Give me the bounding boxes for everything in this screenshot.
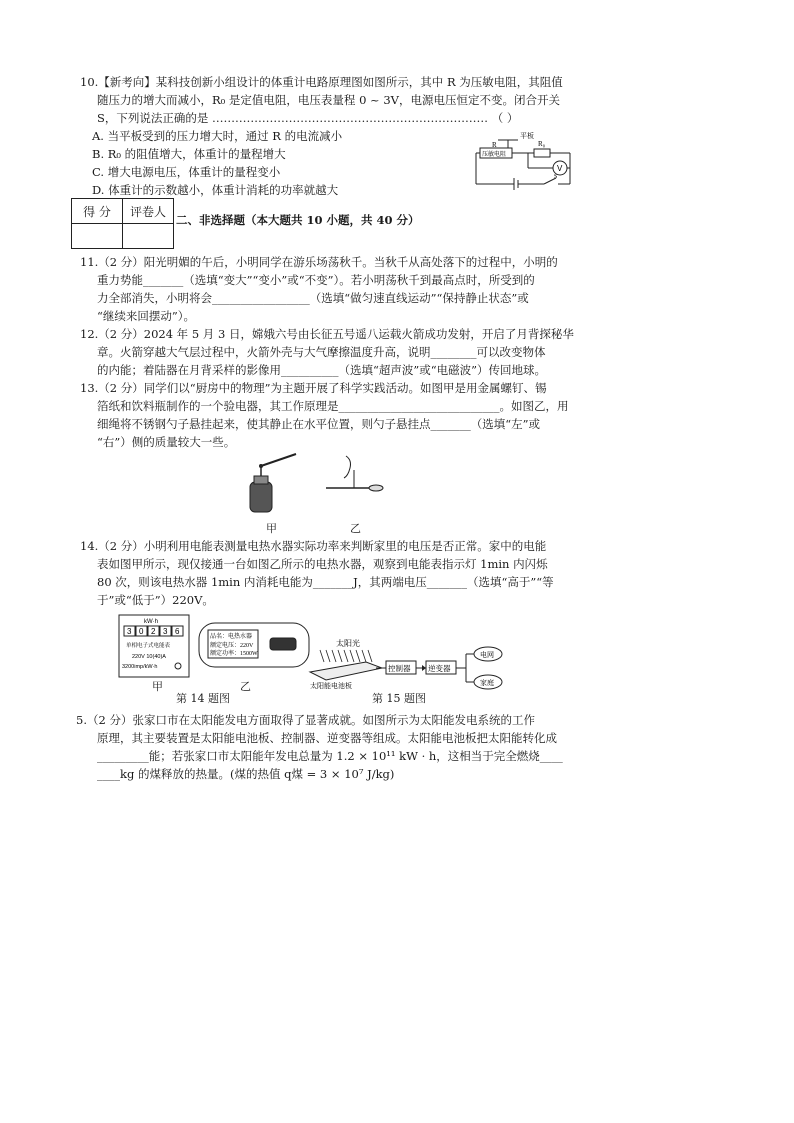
r-label: R [492, 141, 497, 149]
q11-line2: 重力势能_______（选填“变大”“变小”或“不变”）。若小明荡秋千到最高点时，所受到的 [97, 273, 535, 287]
score-cell[interactable] [72, 224, 123, 249]
q13-caption-a: 甲 [266, 522, 277, 535]
q10-line3: S，下列说法正确的是 ……………………………………………………………… （ ） [97, 111, 519, 125]
water-heater-figure [198, 622, 310, 668]
q12-line2: 章。火箭穿越大气层过程中，火箭外壳与大气摩擦温度升高，说明________可以改变物体 [97, 345, 546, 359]
q10-option-b: B. R₀ 的阻值增大，体重计的量程增大 [92, 147, 286, 161]
q10-option-c: C. 增大电源电压，体重计的量程变小 [92, 165, 281, 179]
solar-system-diagram [306, 636, 522, 690]
q12-line3: 的内能；着陆器在月背采样的影像用__________（选填“超声波”或“电磁波”）传回地球。 [97, 363, 547, 377]
switch-label: S [554, 174, 558, 180]
spoon-figure [326, 456, 383, 491]
meter-unit: kW·h [144, 619, 158, 625]
q10-line2: 随压力的增大而减小，R₀ 是定值电阻，电压表量程 0 ~ 3V，电源电压恒定不变。闭合开关 [97, 93, 560, 107]
q13-line1: 13.（2 分）同学们以“厨房中的物理”为主题开展了科学实践活动。如图甲是用金属螺钉、锡 [80, 381, 547, 395]
electroscope-figure [250, 454, 296, 512]
meter-digit-5: 6 [175, 627, 180, 636]
q11-line1: 11.（2 分）阳光明媚的午后，小明同学在游乐场荡秋千。当秋千从高处落下的过程中，小明的 [80, 255, 558, 269]
home-label: 家庭 [480, 679, 494, 687]
indicator-light-icon [175, 663, 181, 669]
q14-line4: 于”或“低于”）220V。 [97, 593, 214, 607]
q13-line4: “右”）侧的质量较大一些。 [97, 435, 236, 449]
q13-caption-b: 乙 [350, 522, 361, 535]
controller-label: 控制器 [388, 664, 411, 673]
meter-imp: 3200imp/kW·h [122, 664, 158, 670]
meter-digit-2: 0 [139, 627, 144, 636]
meter-name: 单相电子式电能表 [126, 643, 171, 649]
q15-figure-caption: 第 15 题图 [372, 692, 426, 705]
meter-digit-4: 3 [163, 627, 168, 636]
grader-header: 评卷人 [123, 199, 174, 224]
q14-figure-caption: 第 14 题图 [176, 692, 230, 705]
q14-caption-b: 乙 [240, 680, 251, 693]
heater-name: 品名：电热水器 [210, 634, 253, 640]
heater-power: 额定功率：1500W [210, 651, 258, 657]
q10-circuit-diagram [474, 128, 580, 192]
q10-line1: 10.【新考向】某科技创新小组设计的体重计电路原理图如图所示，其中 R 为压敏电阻，其阻值 [80, 75, 563, 89]
q10-option-a: A. 当平板受到的压力增大时，通过 R 的电流减小 [92, 129, 343, 143]
panel-label: 太阳能电池板 [310, 682, 352, 690]
meter-digit-3: 2 [151, 627, 156, 636]
r0-label: R₀ [538, 140, 546, 148]
meter-spec: 220V 10(40)A [132, 654, 166, 660]
q11-line3: 力全部消失，小明将会_________________（选填“做匀速直线运动”“保持静止状态”或 [97, 291, 529, 305]
sunlight-label: 太阳光 [336, 639, 360, 648]
heater-voltage: 额定电压：220V [210, 643, 254, 649]
q15-line2: 原理，其主要装置是太阳能电池板、控制器、逆变器等组成。太阳能电池板把太阳能转化成 [97, 731, 557, 745]
energy-meter-figure [118, 614, 190, 678]
q15-line3: _________能；若张家口市太阳能年发电总量为 1.2 × 10¹¹ kW · h，这相当于完全燃烧____ [97, 749, 563, 763]
q12-line1: 12.（2 分）2024 年 5 月 3 日，嫦娥六号由长征五号遥八运载火箭成功发射，开启了月背探秘华 [80, 327, 574, 341]
section-2-heading: 二、非选择题（本大题共 10 小题，共 40 分） [176, 213, 420, 227]
q13-line2: 箔纸和饮料瓶制作的一个验电器，其工作原理是____________________________。如图乙，用 [97, 399, 569, 413]
q11-line4: “继续来回摆动”）。 [97, 309, 196, 323]
q15-line1: 5.（2 分）张家口市在太阳能发电方面取得了显著成就。如图所示为太阳能发电系统的工作 [76, 713, 535, 727]
q14-caption-a: 甲 [152, 680, 163, 693]
grader-cell[interactable] [123, 224, 174, 249]
q14-line2: 表如图甲所示，现仅接通一台如图乙所示的电热水器，观察到电能表指示灯 1min 内闪烁 [97, 557, 548, 571]
q14-line3: 80 次，则该电热水器 1min 内消耗电能为_______J，其两端电压_______（选填“高于”“等 [97, 575, 554, 589]
meter-digit-1: 3 [127, 627, 132, 636]
score-header: 得 分 [72, 199, 123, 224]
q13-figures [236, 450, 416, 520]
voltmeter-label: V [557, 164, 563, 173]
q13-line3: 细绳将不锈钢勺子悬挂起来，使其静止在水平位置，则勺子悬挂点_______（选填“左”或 [97, 417, 541, 431]
inverter-label: 逆变器 [428, 664, 451, 673]
q10-option-d: D. 体重计的示数越小，体重计消耗的功率就越大 [92, 183, 339, 197]
sensor-label: 压敏电阻 [482, 152, 507, 158]
grid-label: 电网 [480, 651, 494, 659]
plate-label: 平板 [520, 132, 534, 140]
score-table [71, 198, 174, 249]
q15-line4: ____kg 的煤释放的热量。(煤的热值 q煤 = 3 × 10⁷ J/kg) [97, 767, 395, 781]
q14-line1: 14.（2 分）小明利用电能表测量电热水器实际功率来判断家里的电压是否正常。家中的电能 [80, 539, 547, 553]
